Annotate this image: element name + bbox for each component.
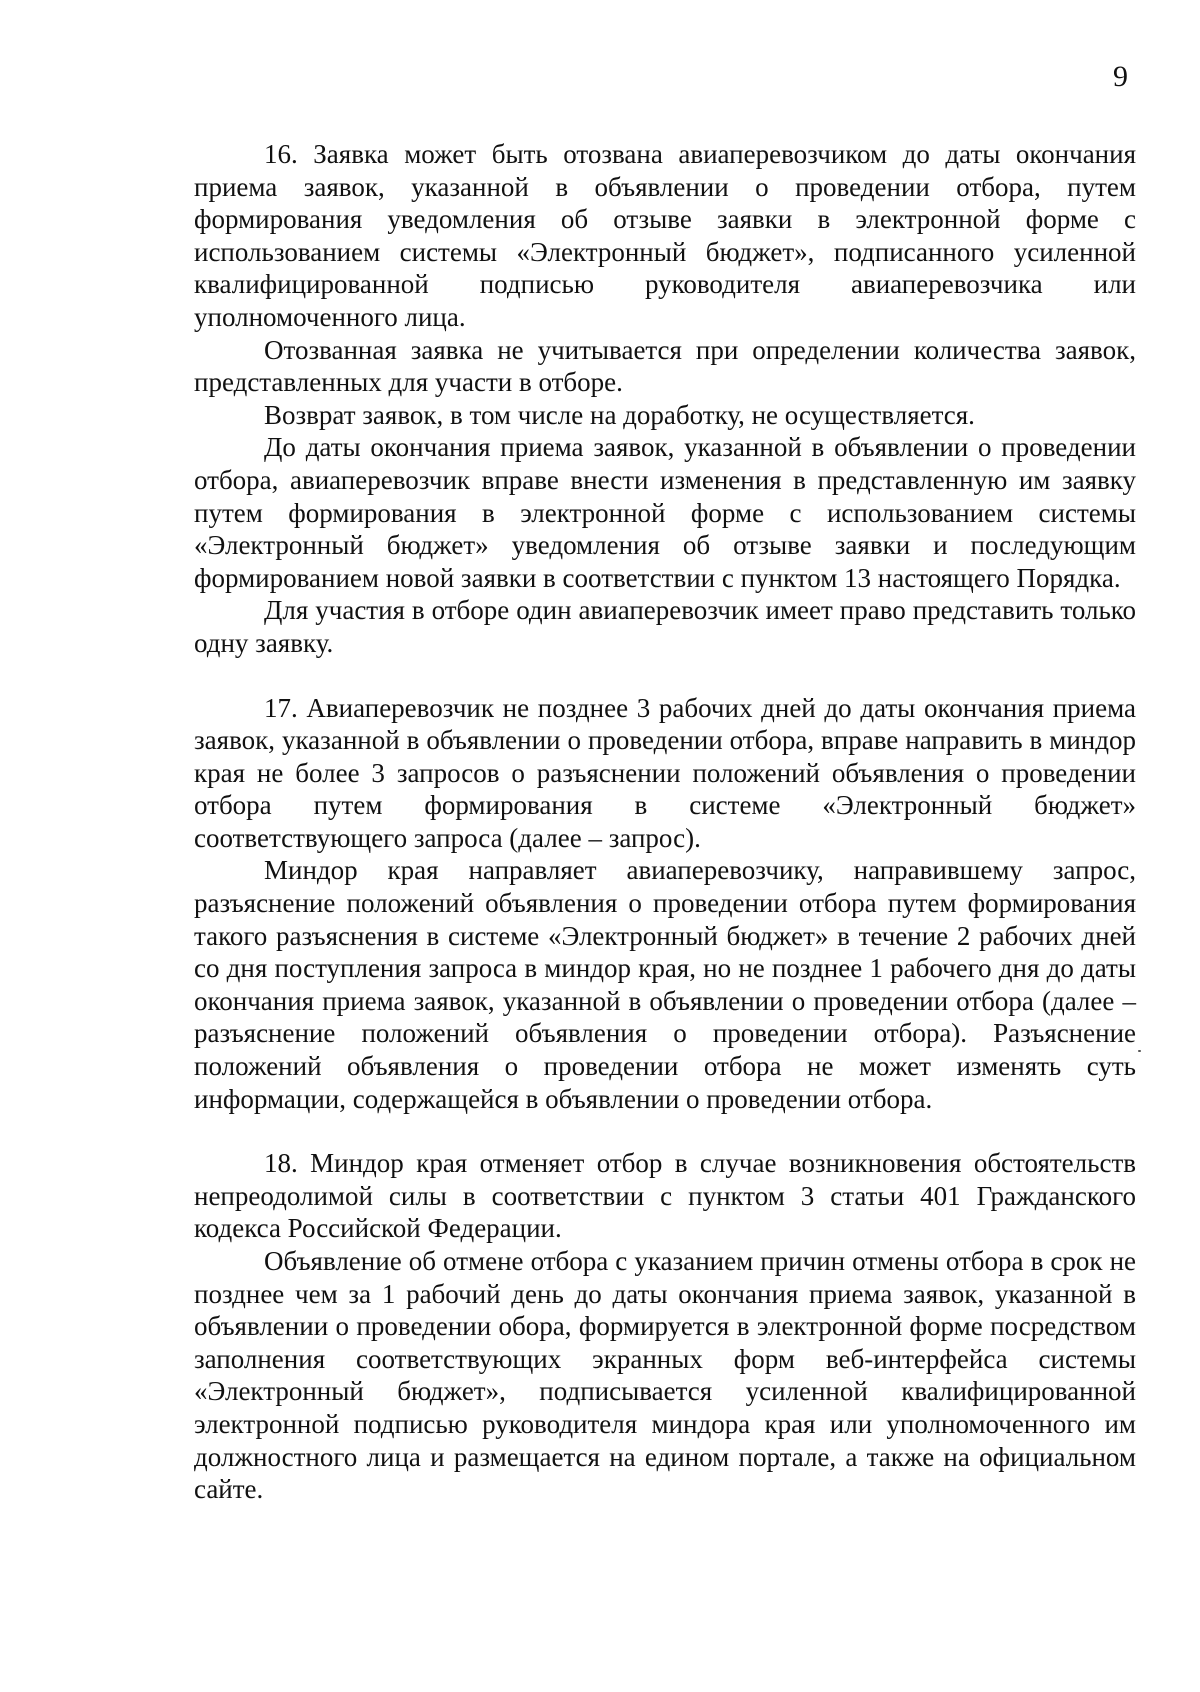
paragraph: Миндор края направляет авиаперевозчику, направившему запрос, разъяснение положений объявления о проведении отбора путем формирования такого разъяснения в системе «Электронный бюджет» в течение 2 рабочих дней со дня поступления запроса в миндор края, но не позднее 1 рабочего дня до даты окончания приема заявок, указанной в объявлении о проведении отбора (далее – разъяснение положений объявления о проведении отбора). Разъяснение положений объявления о проведении отбора не может изменять суть информации, содержащейся в объявлении о проведении отбора. — [194, 855, 1136, 1114]
paragraph: Отозванная заявка не учитывается при определении количества заявок, представленных для участи в отборе. — [194, 334, 1136, 398]
paragraph: Для участия в отборе один авиаперевозчик имеет право представить только одну заявку. — [194, 595, 1136, 658]
page-number: 9 — [1113, 60, 1128, 93]
paragraph: Объявление об отмене отбора с указанием причин отмены отбора в срок не позднее чем за 1 рабочий день до даты окончания приема заявок, указанной в объявлении о проведении обора, формируется в электронной форме посредством заполнения соответствующих экранных форм веб-интерфейса системы «Электронный бюджет», подписывается усиленной квалифицированной электронной подписью руководителя миндора края или уполномоченного им должностного лица и размещается на едином портале, а также на официальном сайте. — [194, 1246, 1136, 1505]
paragraph: 16. Заявка может быть отозвана авиаперевозчиком до даты окончания приема заявок, указанной в объявлении о проведении отбора, путем формирования уведомления об отзыве заявки в электронной форме с использованием системы «Электронный бюджет», подписанного усиленной квалифицированной подписью руководителя авиаперевозчика или уполномоченного лица. — [194, 139, 1136, 332]
section-16 — [194, 138, 1136, 660]
document-body — [194, 138, 1136, 1506]
section-17 — [194, 692, 1136, 1116]
paragraph: 17. Авиаперевозчик не позднее 3 рабочих дней до даты окончания приема заявок, указанной в объявлении о проведении отбора, вправе направить в миндор края не более 3 запросов о разъяснении положений объявления о проведении отбора путем формирования в системе «Электронный бюджет» соответствующего запроса (далее – запрос). — [194, 692, 1136, 853]
paragraph: 18. Миндор края отменяет отбор в случае возникновения обстоятельств непреодолимой силы в соответствии с пунктом 3 статьи 401 Гражданского кодекса Российской Федерации. — [194, 1148, 1136, 1244]
scan-speck — [1138, 1050, 1141, 1052]
paragraph: Возврат заявок, в том числе на доработку, не осуществляется. — [264, 399, 975, 430]
paragraph: До даты окончания приема заявок, указанной в объявлении о проведении отбора, авиаперевозчик вправе внести изменения в представленную им заявку путем формирования в электронной форме с использованием системы «Электронный бюджет» уведомления об отзыве заявки и последующим формированием новой заявки в соответствии с пунктом 13 настоящего Порядка. — [194, 432, 1136, 593]
section-18 — [194, 1147, 1136, 1506]
